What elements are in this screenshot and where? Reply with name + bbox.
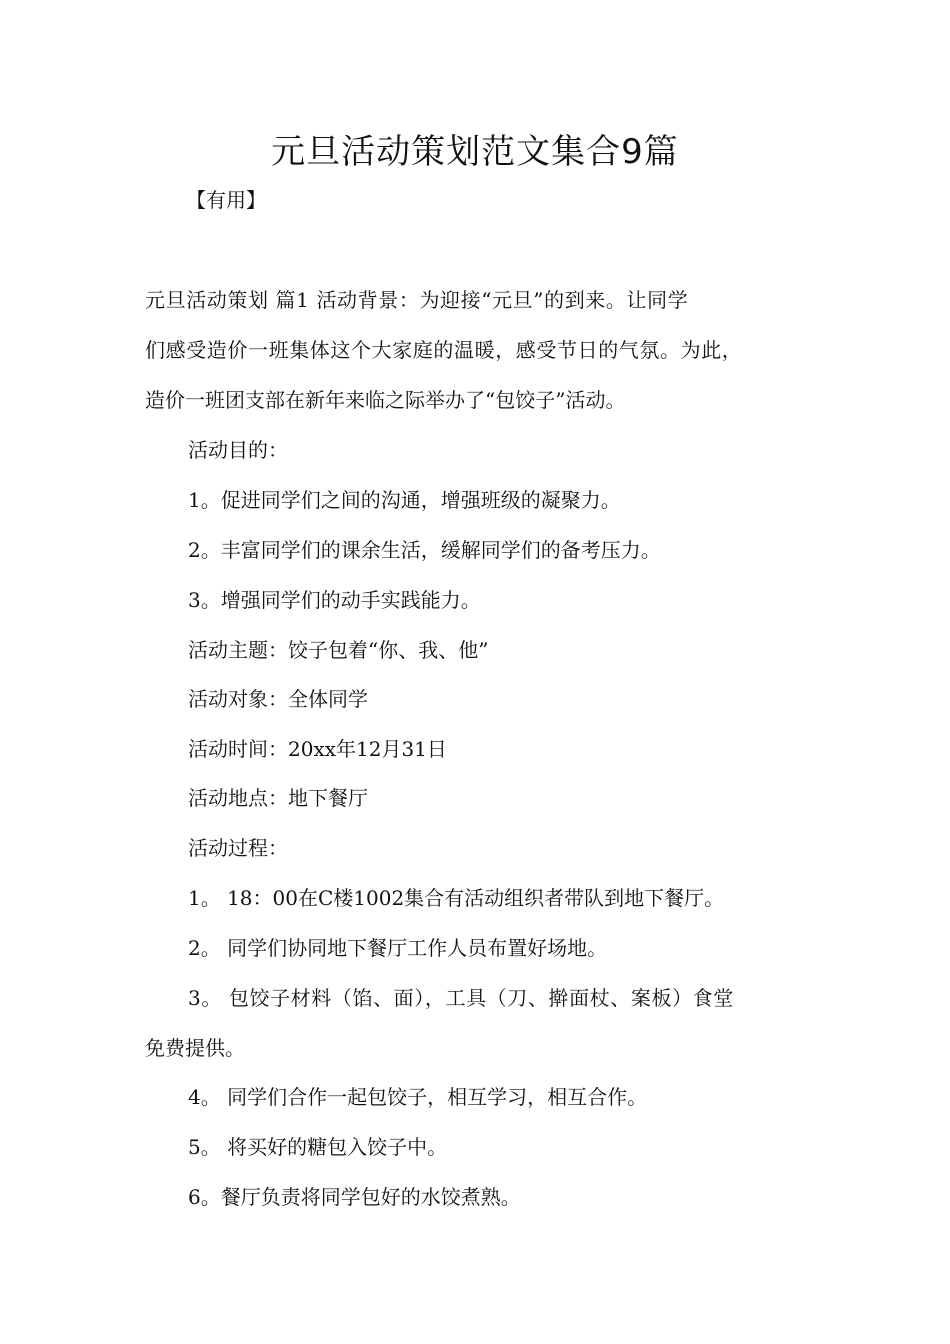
- paragraph-line-1: 元旦活动策划 篇1 活动背景：为迎接“元旦”的到来。让同学: [145, 288, 689, 312]
- paragraph-line-12: 活动过程：: [188, 836, 288, 860]
- paragraph-line-15: 3。 包饺子材料（馅、面），工具（刀、擀面杖、案板）食堂: [188, 986, 734, 1010]
- paragraph-line-11: 活动地点：地下餐厅: [188, 786, 368, 810]
- paragraph-line-10: 活动时间：20xx年12月31日: [188, 737, 447, 761]
- paragraph-line-6: 2。丰富同学们的课余生活，缓解同学们的备考压力。: [188, 538, 661, 562]
- paragraph-line-5: 1。促进同学们之间的沟通，增强班级的凝聚力。: [188, 488, 621, 512]
- paragraph-line-13: 1。 18：00在C楼1002集合有活动组织者带队到地下餐厅。: [188, 886, 725, 910]
- paragraph-line-8: 活动主题：饺子包着“你、我、他”: [188, 638, 489, 662]
- paragraph-line-7: 3。增强同学们的动手实践能力。: [188, 588, 481, 612]
- paragraph-line-3: 造价一班团支部在新年来临之际举办了“包饺子”活动。: [145, 388, 626, 412]
- paragraph-line-18: 5。 将买好的糖包入饺子中。: [188, 1135, 448, 1159]
- paragraph-line-16: 免费提供。: [145, 1036, 245, 1060]
- paragraph-line-17: 4。 同学们合作一起包饺子，相互学习，相互合作。: [188, 1085, 648, 1109]
- paragraph-line-4: 活动目的：: [188, 438, 288, 462]
- paragraph-line-2: 们感受造价一班集体这个大家庭的温暖，感受节日的气氛。为此，: [145, 338, 743, 362]
- paragraph-line-14: 2。 同学们协同地下餐厅工作人员布置好场地。: [188, 936, 608, 960]
- paragraph-line-9: 活动对象：全体同学: [188, 687, 368, 711]
- document-subtitle: 【有用】: [186, 188, 266, 212]
- document-title: 元旦活动策划范文集合9篇: [271, 132, 679, 172]
- paragraph-line-19: 6。餐厅负责将同学包好的水饺煮熟。: [188, 1185, 521, 1209]
